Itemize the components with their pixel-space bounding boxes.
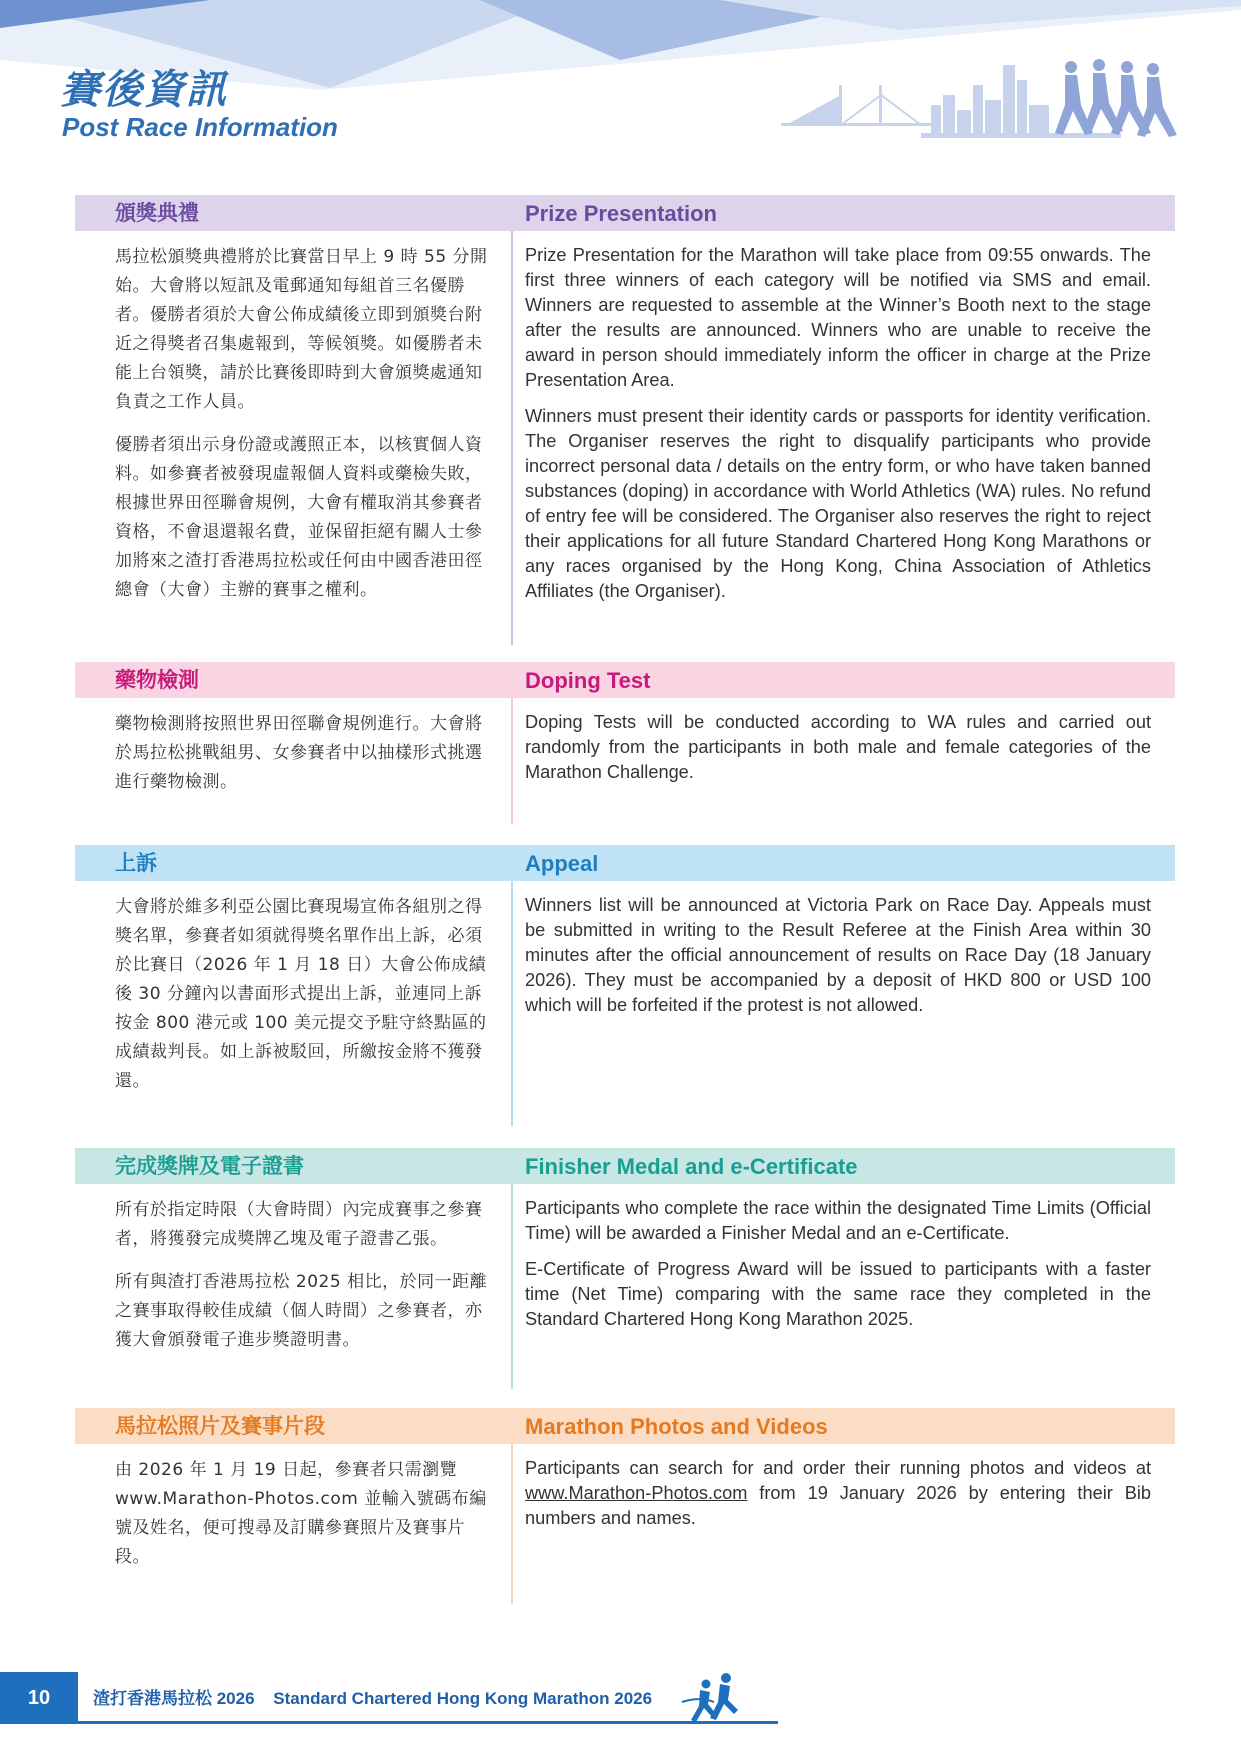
section-heading-zh: 上訴 [115,851,157,875]
zh-column [75,881,511,1096]
page-number: 10 [0,1672,78,1724]
zh-column [75,1444,511,1572]
en-column [511,231,1175,605]
zh-column [75,231,511,605]
page-title-en: Post Race Information [62,112,338,142]
paragraph-en: Participants who complete the race within the designated Time Limits (Official Time) will be awarded a Finisher Medal and an e-Certificate. [525,1198,1151,1243]
footer-rule [78,1721,778,1724]
column-divider [511,1184,513,1389]
paragraph-zh: 馬拉松頒獎典禮將於比賽當日早上 9 時 55 分開始。大會將以短訊及電郵通知每組首三名優勝者。優勝者須於大會公佈成績後立即到頒獎台附近之得獎者召集處報到，等候領獎。如優勝者未能上台領獎，請於比賽後即時到大會頒獎處通知負責之工作人員。 [115,247,488,412]
skyline-runners-illustration [781,55,1181,140]
en-column [511,1444,1175,1572]
paragraph-zh: 由 2026 年 1 月 19 日起，參賽者只需瀏覽 www.Marathon-Photos.com 並輸入號碼布編號及姓名，便可搜尋及訂購參賽照片及賽事片段。 [115,1460,487,1567]
column-divider [511,231,513,645]
paragraph-en: Prize Presentation for the Marathon will take place from 09:55 onwards. The first three winners of each category will be notified via SMS and email. Winners are requested to assemble at the Winner’s Booth next to the stage after the results are announced. Winners who are unable to receive the award in person should immediately inform the officer in charge at the Prize Presentation Area. [525,245,1151,390]
paragraph-en [525,1456,1151,1531]
column-divider [511,881,513,1126]
paragraph-zh: 藥物檢測將按照世界田徑聯會規例進行。大會將於馬拉松挑戰組男、女參賽者中以抽樣形式挑選進行藥物檢測。 [115,714,483,792]
text-after-link: from 19 January 2026 by entering their Bib numbers and names. [525,1483,1151,1528]
section-marathon-photos [75,1408,1175,1608]
marathon-photos-link[interactable]: www.Marathon-Photos.com [525,1483,748,1503]
zh-column [75,698,511,797]
section-heading-en: Doping Test [525,668,651,693]
section-heading-zh: 藥物檢測 [115,668,199,692]
section-header [75,1148,1175,1184]
footer-title-en: Standard Chartered Hong Kong Marathon 2026 [273,1689,653,1708]
paragraph-zh: 大會將於維多利亞公園比賽現場宣佈各組別之得獎名單，參賽者如須就得獎名單作出上訴，必須於比賽日（2026 年 1 月 18 日）大會公佈成績後 30 分鐘內以書面形式提出上訴，並連同上訴按金 800 港元或 100 美元提交予駐守終點區的成績裁判長。如上訴被駁回，所繳按金將不獲發還。 [115,897,487,1091]
en-column [511,881,1175,1096]
section-heading-en: Marathon Photos and Videos [525,1414,828,1439]
section-heading-en: Finisher Medal and e-Certificate [525,1154,858,1179]
page-title-zh: 賽後資訊 [60,67,228,113]
column-divider [511,1444,513,1604]
paragraph-zh: 優勝者須出示身份證或護照正本，以核實個人資料。如參賽者被發現虛報個人資料或藥檢失敗，根據世界田徑聯會規例，大會有權取消其參賽者資格，不會退還報名費，並保留拒絕有關人士參加將來之渣打香港馬拉松或任何由中國香港田徑總會（大會）主辦的賽事之權利。 [115,435,483,600]
runners-logo-icon [680,1672,750,1730]
section-finisher-medal [75,1148,1175,1393]
section-heading-zh: 馬拉松照片及賽事片段 [115,1414,325,1438]
section-heading-en: Prize Presentation [525,201,717,226]
section-heading-zh: 完成獎牌及電子證書 [115,1154,304,1178]
zh-column [75,1184,511,1355]
paragraph-en: Winners must present their identity cards or passports for identity verification. The Organiser reserves the right to disqualify participants who provide incorrect personal data / details on the entry form, or who have taken banned substances (doping) in accordance with World Athletics (WA) rules. No refund of entry fee will be considered. The Organiser also reserves the right to reject their applications for all future Standard Chartered Hong Kong Marathons or any races organised by the Hong Kong, China Association of Athletics Affiliates (the Organiser). [525,406,1151,601]
paragraph-zh: 所有與渣打香港馬拉松 2025 相比，於同一距離之賽事取得較佳成績（個人時間）之參賽者，亦獲大會頒發電子進步獎證明書。 [115,1272,488,1350]
paragraph-en: Winners list will be announced at Victoria Park on Race Day. Appeals must be submitted in writing to the Result Referee at the Finish Area within 30 minutes after the official announcement of results on Race Day (18 January 2026). They must be accompanied by a deposit of HKD 800 or USD 100 which will be forfeited if the protest is not allowed. [525,895,1151,1015]
footer-title-zh: 渣打香港馬拉松 2026 [93,1689,255,1708]
section-prize-presentation [75,195,1175,645]
column-divider [511,698,513,824]
paragraph-en: Doping Tests will be conducted according to WA rules and carried out randomly from the participants in both male and female categories of the Marathon Challenge. [525,712,1151,782]
page-footer [0,1672,1241,1724]
paragraph-en: E-Certificate of Progress Award will be issued to participants with a faster time (Net Time) comparing with the same race they completed in the Standard Chartered Hong Kong Marathon 2025. [525,1259,1151,1329]
section-header [75,662,1175,698]
paragraph-zh: 所有於指定時限（大會時間）內完成賽事之參賽者，將獲發完成獎牌乙塊及電子證書乙張。 [115,1200,483,1249]
en-column [511,1184,1175,1355]
section-header [75,845,1175,881]
section-appeal [75,845,1175,1130]
en-column [511,698,1175,797]
text-before-link: Participants can search for and order their running photos and videos at [525,1458,1151,1478]
section-doping-test [75,662,1175,827]
footer-title [93,1684,652,1709]
section-header [75,195,1175,231]
section-header [75,1408,1175,1444]
section-heading-en: Appeal [525,851,599,876]
section-heading-zh: 頒獎典禮 [115,201,199,225]
